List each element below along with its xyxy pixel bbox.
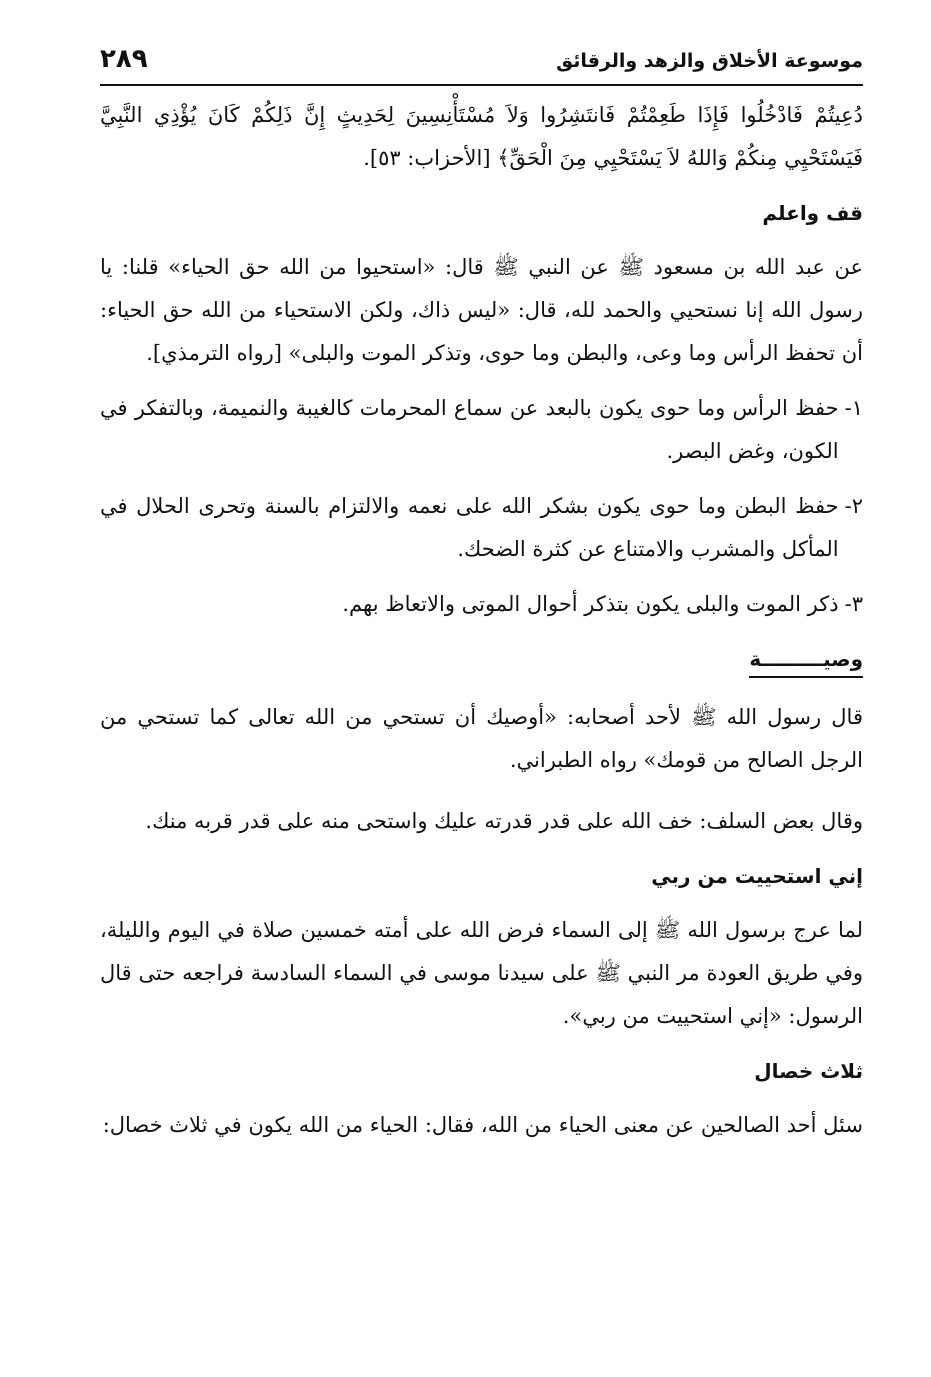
ascension-paragraph: لما عرج برسول الله ﷺ إلى السماء فرض الله على أمته خمسين صلاة في اليوم والليلة، وفي طريق العودة مر النبي ﷺ على سيدنا موسى في السماء السادسة فراجعه حتى قال الرسول: «إني استحييت من ربي». [100, 918, 863, 1028]
book-title: موسوعة الأخلاق والزهد والرقائق [556, 50, 863, 72]
running-header [100, 40, 863, 86]
advice-paragraph-1: قال رسول الله ﷺ لأحد أصحابه: «أوصيك أن تستحي من الله تعالى كما تستحي من الرجل الصالح من قومك» رواه الطبراني. [100, 705, 863, 772]
advice-paragraph-2: وقال بعض السلف: خف الله على قدر قدرته عليك واستحى منه على قدر قربه منك. [145, 809, 863, 833]
section-heading-i-felt-shy: إني استحييت من ربي [651, 864, 863, 888]
book-page [100, 40, 863, 1147]
list-item [100, 485, 863, 571]
section-heading-advice [100, 644, 863, 678]
hadith-paragraph: عن عبد الله بن مسعود ﷺ عن النبي ﷺ قال: «استحيوا من الله حق الحياء» قلنا: يا رسول الله إنا نستحيي والحمد لله، قال: «ليس ذاك، ولكن الاستحياء من الله حق الحياء: أن تحفظ الرأس وما وعى، والبطن وما حوى، وتذكر الموت والبلى» [رواه الترمذي]. [100, 255, 863, 365]
list-item [100, 387, 863, 473]
quran-verse: دُعِيتُمْ فَادْخُلُوا فَإِذَا طَعِمْتُمْ فَانتَشِرُوا وَلاَ مُسْتَأْنِسِينَ لِحَدِيثٍ إِنَّ ذَلِكُمْ كَانَ يُؤْذِي النَّبِيَّ فَيَسْتَحْيِي مِنكُمْ وَاللهُ لاَ يَسْتَحْيِي مِنَ الْحَقِّ﴾ [الأحزاب: ٥٣]. [100, 103, 863, 170]
section-heading-advice-text: وصيـــــــــة [749, 644, 863, 678]
three-traits-paragraph: سئل أحد الصالحين عن معنى الحياء من الله، فقال: الحياء من الله يكون في ثلاث خصال: [102, 1113, 863, 1137]
list-item-number: ٢- [844, 494, 863, 518]
list-item-number: ٣- [844, 592, 863, 616]
numbered-list [100, 387, 863, 626]
section-heading-three-traits: ثلاث خصال [754, 1059, 863, 1083]
list-item-text: ذكر الموت والبلى يكون بتذكر أحوال الموتى والاتعاظ بهم. [342, 592, 839, 616]
section-heading-stop-and-know: قف واعلم [762, 201, 863, 225]
list-item [100, 583, 863, 626]
list-item-number: ١- [844, 396, 863, 420]
list-item-text: حفظ البطن وما حوى يكون بشكر الله على نعمه والالتزام بالسنة وتحرى الحلال في المأكل والمشرب والامتناع عن كثرة الضحك. [100, 494, 839, 561]
page-number: ٢٨٩ [100, 44, 148, 74]
list-item-text: حفظ الرأس وما حوى يكون بالبعد عن سماع المحرمات كالغيبة والنميمة، وبالتفكر في الكون، وغض البصر. [100, 396, 839, 463]
